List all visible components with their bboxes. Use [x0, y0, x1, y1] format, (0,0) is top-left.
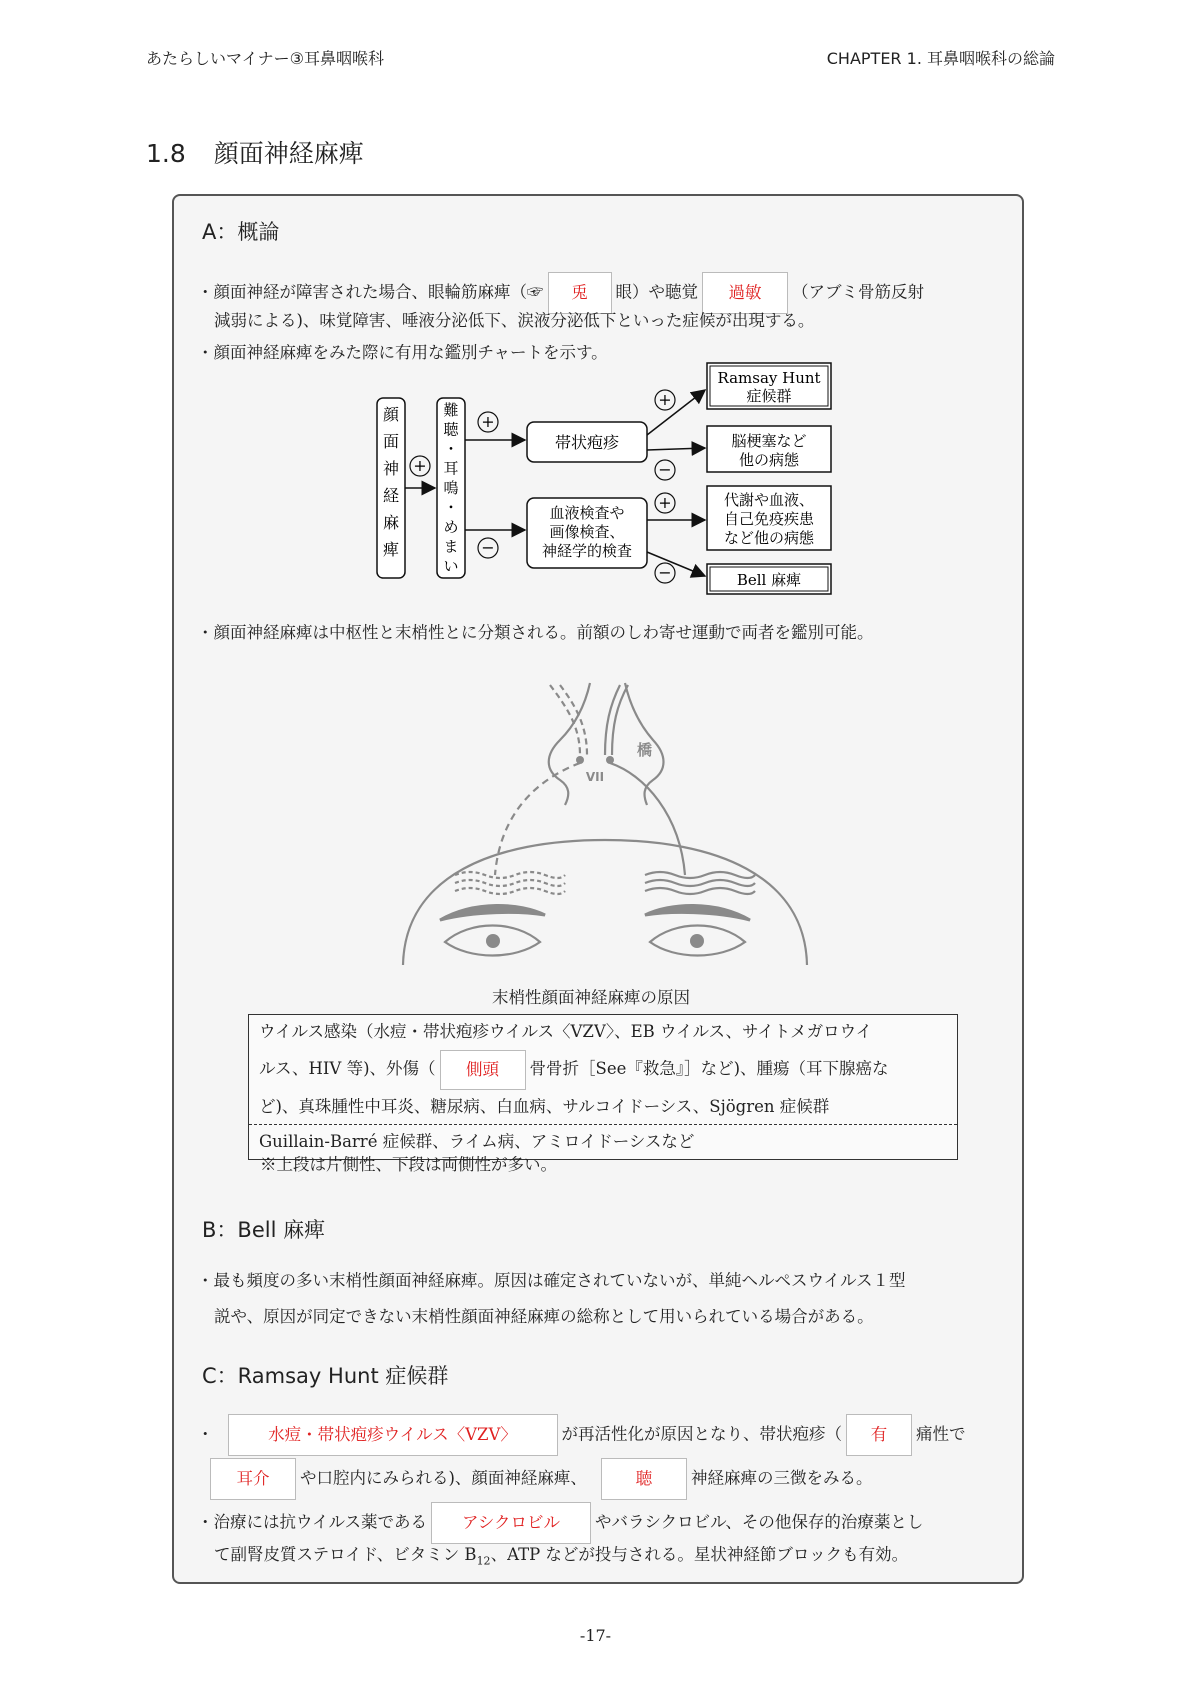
- text-span: 神経麻痺の三徴をみる。: [690, 1468, 873, 1488]
- metabolic-label: など他の病態: [723, 529, 815, 547]
- header-left: あたらしいマイナー③耳鼻咽喉科: [146, 49, 385, 68]
- vertical-char: 難: [443, 401, 459, 419]
- cerebral-label: 他の病態: [738, 451, 800, 469]
- section-heading: 顔面神経麻痺: [213, 139, 364, 168]
- part-b-line2: 説や、原因が同定できない末梢性顔面神経麻痺の総称として用いられている場合がある。: [214, 1307, 874, 1326]
- facial-nerve-diagram: [395, 675, 815, 975]
- text-span: 、ATP などが投与される。星状神経節ブロックも有効。: [490, 1545, 909, 1564]
- zoster-label: 帯状疱疹: [554, 433, 620, 452]
- vertical-char: 面: [382, 432, 400, 451]
- causes-note: ※上段は片側性、下段は両側性が多い。: [260, 1155, 557, 1174]
- page-number: -17-: [579, 1626, 612, 1645]
- blank-box: 兎: [548, 272, 612, 314]
- part-c-b1-line2: [210, 1458, 872, 1500]
- vertical-char: 痺: [382, 540, 400, 559]
- part-b-heading: B：Bell 麻痺: [202, 1218, 326, 1242]
- vertical-char: め: [443, 518, 459, 536]
- causes-row: Guillain-Barré 症候群、ライム病、アミロイドーシスなど: [249, 1124, 957, 1159]
- tests-label: 血液検査や: [549, 504, 625, 522]
- part-a-p3: ・顔面神経麻痺は中枢性と末梢性とに分類される。前額のしわ寄せ運動で両者を鑑別可能。: [197, 623, 874, 642]
- text-span: ・顔面神経が障害された場合、眼輪筋麻痺（☞: [197, 282, 544, 302]
- text-span: が再活性化が原因となり、帯状疱疹（: [561, 1424, 842, 1444]
- header-right: CHAPTER 1. 耳鼻咽喉科の総論: [826, 49, 1055, 68]
- text-span: 骨骨折［See『救急』］など)、腫瘍（耳下腺癌な: [529, 1059, 889, 1078]
- differential-flowchart: [370, 360, 850, 600]
- ramsay-label: Ramsay Hunt: [717, 369, 821, 387]
- causes-table: [248, 1014, 958, 1160]
- cerebral-label: 脳梗塞など: [731, 432, 807, 450]
- part-a-heading: A：概論: [202, 220, 280, 244]
- vertical-char: 経: [382, 486, 400, 505]
- part-b-line1: ・最も頻度の多い末梢性顔面神経麻痺。原因は確定されていないが、単純ヘルペスウイルス１型: [197, 1271, 906, 1290]
- left-pupil: [486, 934, 500, 948]
- plus-sign: +: [658, 493, 672, 512]
- peripheral-nerve: [610, 763, 685, 875]
- plus-sign: +: [413, 456, 427, 475]
- blank-box: アシクロビル: [431, 1502, 591, 1544]
- tests-label: 神経学的検査: [541, 542, 633, 560]
- right-eyebrow: [645, 905, 750, 920]
- vertical-char: ま: [443, 537, 459, 556]
- pons-outline-left: [549, 683, 590, 805]
- text-span: 痛性で: [916, 1424, 966, 1444]
- minus-sign: −: [658, 460, 672, 479]
- text-span: ・治療には抗ウイルス薬である: [197, 1512, 428, 1532]
- blank-box: 過敏: [702, 272, 788, 314]
- symptom-label: [443, 401, 459, 575]
- section-title: [146, 134, 364, 170]
- section-number: 1.8: [146, 139, 186, 168]
- part-c-b1-line1: [197, 1414, 966, 1456]
- part-a-p2: ・顔面神経麻痺をみた際に有用な鑑別チャートを示す。: [197, 343, 608, 362]
- metabolic-label: 代謝や血液、: [723, 491, 815, 509]
- causes-title: 末梢性顔面神経麻痺の原因: [492, 988, 690, 1007]
- right-pupil: [690, 934, 704, 948]
- part-c-b2-line1: [197, 1502, 923, 1544]
- tests-label: 画像検査、: [549, 523, 625, 541]
- blank-box: 有: [846, 1414, 912, 1456]
- causes-row: [249, 1049, 957, 1090]
- nerve-label: VII: [585, 770, 605, 784]
- vertical-char: 顔: [382, 405, 400, 424]
- blank-box: 耳介: [210, 1458, 296, 1500]
- blank-box: 側頭: [440, 1050, 526, 1090]
- nucleus-dot: [606, 756, 614, 764]
- plus-sign: +: [658, 390, 672, 409]
- metabolic-label: 自己免疫疾患: [723, 510, 815, 528]
- minus-sign: −: [658, 563, 672, 582]
- text-span: （アブミ骨筋反射: [792, 282, 924, 302]
- minus-sign: −: [481, 538, 495, 557]
- vertical-char: 鳴: [443, 479, 459, 497]
- part-c-heading: C：Ramsay Hunt 症候群: [202, 1364, 449, 1388]
- part-a-p1-line2: 減弱による)、味覚障害、唾液分泌低下、涙液分泌低下といった症候が出現する。: [214, 311, 815, 330]
- ramsay-label: 症候群: [746, 387, 792, 405]
- plus-sign: +: [481, 412, 495, 431]
- text-span: ・: [197, 1424, 214, 1444]
- bell-label: Bell 麻痺: [736, 571, 802, 589]
- text-span: やバラシクロビル、その他保存的治療薬とし: [595, 1512, 924, 1532]
- head-outline: [403, 840, 807, 965]
- vertical-char: い: [443, 557, 459, 575]
- part-c-b2-line2: [214, 1540, 908, 1576]
- blank-box: 水痘・帯状疱疹ウイルス〈VZV〉: [228, 1414, 558, 1456]
- text-span: 眼）や聴覚: [615, 282, 698, 302]
- text-span: て副腎皮質ステロイド、ビタミン B: [214, 1545, 477, 1564]
- vertical-char: ・: [443, 440, 459, 458]
- vertical-char: 神: [382, 459, 400, 478]
- central-nerve-dashed: [495, 763, 580, 875]
- vertical-char: ・: [443, 498, 459, 517]
- causes-row: ウイルス感染（水痘・帯状疱疹ウイルス〈VZV〉、EB ウイルス、サイトメガロウイ: [259, 1022, 873, 1041]
- subscript: 12: [476, 1554, 491, 1568]
- vertical-char: 麻: [382, 513, 400, 532]
- causes-row: ど)、真珠腫性中耳炎、糖尿病、白血病、サルコイドーシス、Sjögren 症候群: [259, 1096, 830, 1116]
- left-eyebrow: [440, 905, 545, 920]
- text-span: や口腔内にみられる)、顔面神経麻痺、: [300, 1468, 587, 1488]
- vertical-char: 聴: [443, 420, 459, 439]
- text-span: ルス、HIV 等)、外傷（: [259, 1059, 436, 1078]
- blank-box: 聴: [601, 1458, 687, 1500]
- pons-label: 橋: [637, 741, 653, 759]
- vertical-char: 耳: [443, 459, 459, 478]
- nucleus-dot: [576, 756, 584, 764]
